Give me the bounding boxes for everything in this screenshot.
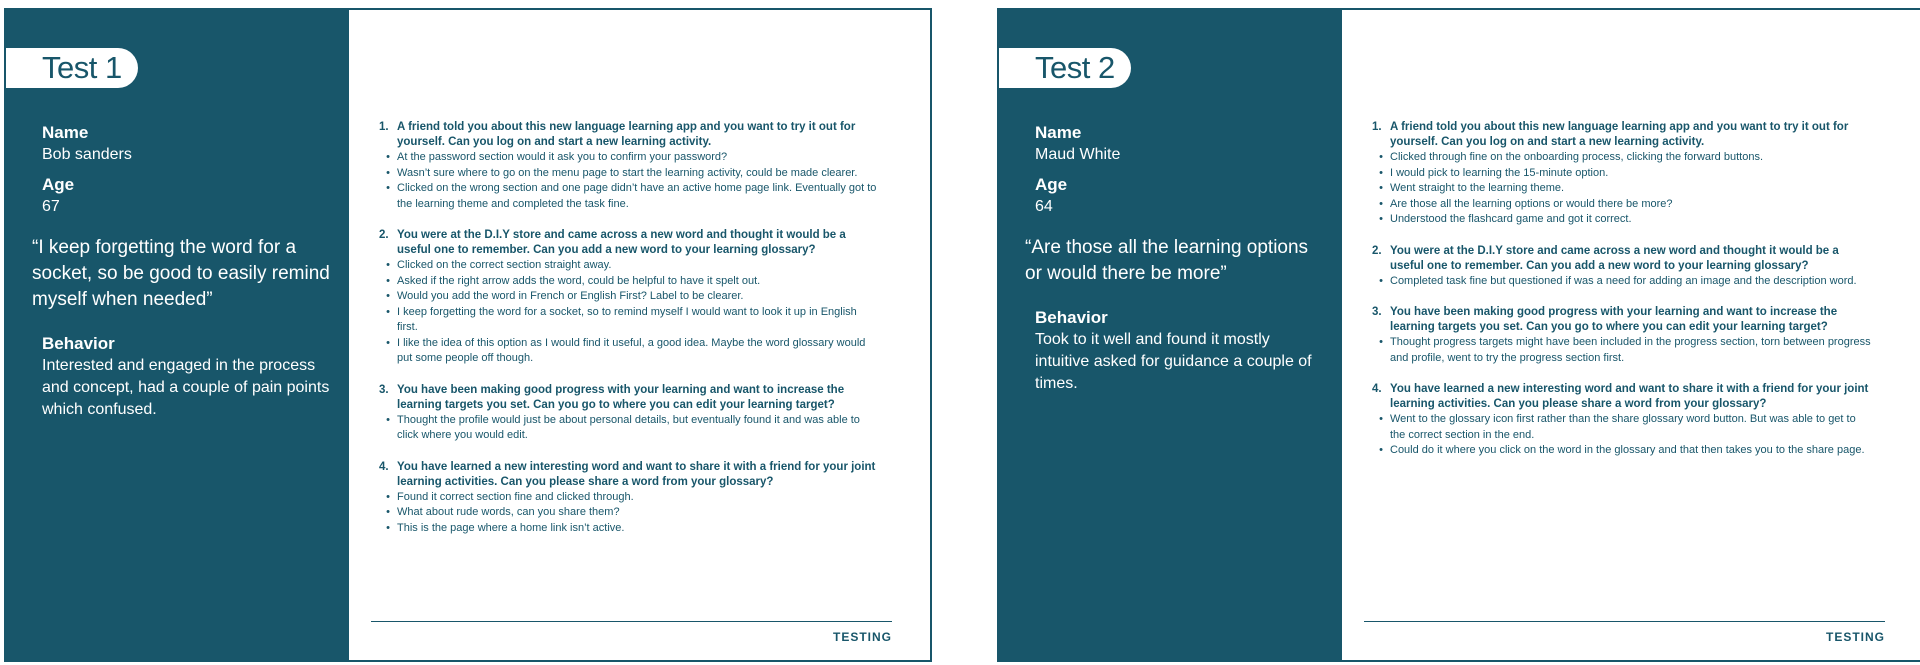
bullet-icon: • xyxy=(386,274,390,287)
behavior-text: Took to it well and found it mostly intuitive asked for guidance a couple of times. xyxy=(1035,331,1312,392)
bullet-icon: • xyxy=(1379,182,1383,194)
question-number: 1. xyxy=(1372,121,1382,133)
question-text: A friend told you about this new language learning app and you want to try it out for yourself. Can you log on and start a new learning activity. xyxy=(397,121,856,148)
finding-text: Are those all the learning options or would there be more? xyxy=(1390,197,1673,210)
finding-text: What about rude words, can you share them? xyxy=(397,506,620,518)
question-item xyxy=(1372,244,1872,290)
bullet-icon: • xyxy=(1379,274,1383,287)
question-item xyxy=(1372,305,1872,366)
finding-text: Clicked on the correct section straight away. xyxy=(397,259,612,271)
bullet-icon: • xyxy=(1379,197,1383,210)
bullet-icon: • xyxy=(386,413,390,426)
question-number: 4. xyxy=(1372,383,1382,395)
persona-panel xyxy=(6,10,349,660)
bullet-icon: • xyxy=(386,182,390,194)
footer-divider xyxy=(371,621,892,622)
question-item xyxy=(1372,120,1872,228)
persona-panel xyxy=(999,10,1342,660)
bullet-icon: • xyxy=(386,305,390,318)
age-value: 67 xyxy=(42,198,60,215)
finding-text: Went to the glossary icon first rather than the share glossary word button. But was able to get to the correct section in the end. xyxy=(1390,413,1856,441)
test-card-2 xyxy=(997,8,1920,662)
finding-text: Clicked on the wrong section and one page didn’t have an active home page link. Eventually got to the learning theme and completed the task fine. xyxy=(397,182,877,210)
question-list xyxy=(1372,120,1872,475)
finding-text: Understood the flashcard game and got it correct. xyxy=(1390,213,1632,225)
finding-text: This is the page where a home link isn’t active. xyxy=(397,521,625,534)
bullet-icon: • xyxy=(386,506,390,518)
bullet-icon: • xyxy=(1379,336,1383,348)
finding-text: Thought the profile would just be about personal details, but eventually found it and was able to click where you would edit. xyxy=(397,413,860,441)
name-label: Name xyxy=(1035,123,1082,142)
question-item xyxy=(379,460,879,537)
bullet-icon: • xyxy=(386,290,390,302)
persona-quote: “I keep forgetting the word for a socket, so be good to easily remind myself when needed” xyxy=(32,237,330,310)
footer-divider xyxy=(1364,621,1885,622)
test-title-tag: Test 2 xyxy=(999,48,1131,88)
finding-text: I keep forgetting the word for a socket, so to remind myself I would want to look it up in English first. xyxy=(397,305,857,333)
question-number: 3. xyxy=(379,383,389,396)
name-value: Maud White xyxy=(1035,146,1121,163)
bullet-icon: • xyxy=(386,336,390,349)
question-item xyxy=(379,228,879,367)
finding-text: Wasn’t sure where to go on the menu page to start the learning activity, could be made clearer. xyxy=(397,166,858,179)
age-value: 64 xyxy=(1035,198,1053,215)
question-item xyxy=(1372,382,1872,459)
finding-text: Found it correct section fine and clicked through. xyxy=(397,490,634,503)
bullet-icon: • xyxy=(1379,213,1383,225)
footer-label: TESTING xyxy=(832,630,892,644)
question-item xyxy=(379,383,879,444)
bullet-icon: • xyxy=(386,259,390,271)
question-text: You were at the D.I.Y store and came across a new word and thought it would be a useful one to remember. Can you add a new word to your learning glossary? xyxy=(397,229,846,256)
persona-quote: “Are those all the learning options or would there be more” xyxy=(1025,237,1309,284)
question-number: 2. xyxy=(379,229,389,241)
behavior-label: Behavior xyxy=(42,334,115,353)
question-item xyxy=(379,120,879,212)
bullet-icon: • xyxy=(1379,413,1383,425)
question-number: 1. xyxy=(379,121,389,133)
finding-text: Went straight to the learning theme. xyxy=(1390,182,1565,194)
footer-label: TESTING xyxy=(1825,630,1885,644)
name-label: Name xyxy=(42,123,89,142)
question-text: A friend told you about this new language learning app and you want to try it out for yourself. Can you log on and start a new learning activity. xyxy=(1390,121,1849,148)
age-label: Age xyxy=(42,175,75,194)
finding-text: Clicked through fine on the onboarding process, clicking the forward buttons. xyxy=(1390,151,1763,163)
persona-info xyxy=(32,122,332,421)
bullet-icon: • xyxy=(1379,151,1383,163)
question-text: You were at the D.I.Y store and came across a new word and thought it would be a useful one to remember. Can you add a new word to your learning glossary? xyxy=(1390,244,1839,272)
question-text: You have learned a new interesting word and want to share it with a friend for your joint learning activities. Can you please share a word from your glossary? xyxy=(397,460,876,488)
findings-panel xyxy=(349,10,930,660)
bullet-icon: • xyxy=(386,490,390,503)
persona-info xyxy=(1025,122,1325,395)
bullet-icon: • xyxy=(1379,166,1383,179)
question-text: You have been making good progress with your learning and want to increase the learning targets you set. Can you go to where you can edit your learning target? xyxy=(397,383,845,411)
bullet-icon: • xyxy=(386,521,390,534)
finding-text: I would pick to learning the 15-minute option. xyxy=(1390,166,1609,179)
behavior-text: Interested and engaged in the process and concept, had a couple of pain points which confused. xyxy=(42,357,330,418)
name-value: Bob sanders xyxy=(42,146,132,163)
question-number: 2. xyxy=(1372,244,1382,257)
finding-text: Asked if the right arrow adds the word, could be helpful to have it spelt out. xyxy=(397,274,761,287)
question-text: You have been making good progress with your learning and want to increase the learning targets you set. Can you go to where you can edit your learning target? xyxy=(1390,306,1838,333)
bullet-icon: • xyxy=(386,166,390,179)
finding-text: Could do it where you click on the word in the glossary and that then takes you to the share page. xyxy=(1390,444,1865,456)
question-text: You have learned a new interesting word and want to share it with a friend for your joint learning activities. Can you please share a word from your glossary? xyxy=(1390,383,1869,410)
age-label: Age xyxy=(1035,175,1068,194)
finding-text: Thought progress targets might have been included in the progress section, torn between progress and profile, went to try the progress section first. xyxy=(1390,336,1871,364)
behavior-label: Behavior xyxy=(1035,308,1108,327)
findings-panel xyxy=(1342,10,1920,660)
question-number: 3. xyxy=(1372,306,1382,318)
question-list xyxy=(379,120,879,552)
finding-text: At the password section would it ask you to confirm your password? xyxy=(397,151,728,163)
test-title-tag: Test 1 xyxy=(6,48,138,88)
bullet-icon: • xyxy=(386,151,390,163)
finding-text: I like the idea of this option as I would find it useful, a good idea. Maybe the word glossary would put some people off though. xyxy=(397,336,866,364)
test-card-1 xyxy=(4,8,932,662)
finding-text: Completed task fine but questioned if was a need for adding an image and the description word. xyxy=(1390,274,1857,287)
question-number: 4. xyxy=(379,460,389,473)
bullet-icon: • xyxy=(1379,444,1383,456)
finding-text: Would you add the word in French or English First? Label to be clearer. xyxy=(397,290,744,302)
